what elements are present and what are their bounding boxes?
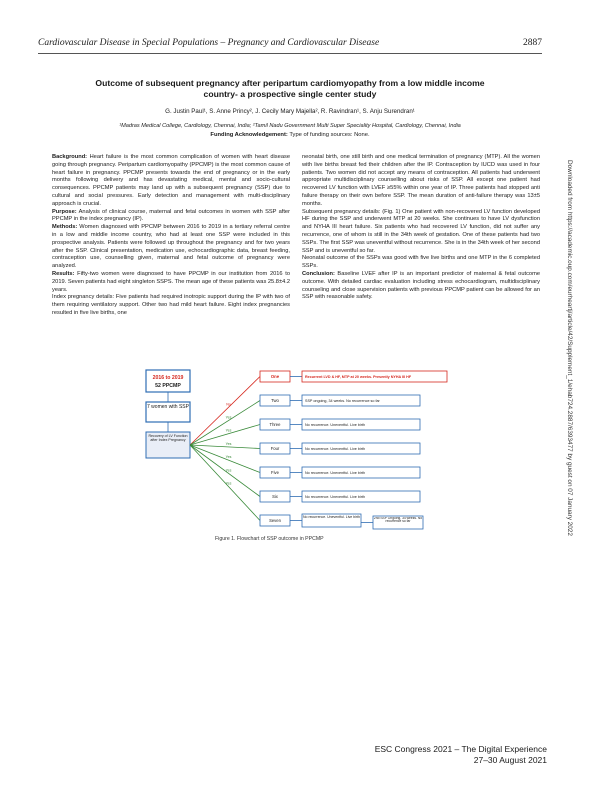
branch-label: Yes [225, 455, 232, 460]
author-list: G. Justin Paul¹, S. Anne Princy², J. Cecily Mary Majella², R. Ravindran¹, S. Anju Surendran¹ [165, 108, 415, 115]
branch-label: Yes [225, 428, 232, 433]
background-text: Heart failure is the most common complication of women with heart disease going through pregnancy. Peripartum cardiomyopathy (PPCMP) is the most common cause of heart failure in pregnancy. PPCMP presents towards the end of pregnancy or in the early months following delivery and has devastating medical, mental and socio-cultural consequences. PPCMP patients may land up with a subsequent pregnancy (SSP) due to cultural and social pressures. Early detection and management with multi-disciplinary approach is crucial. [52, 154, 290, 207]
branch-line [190, 401, 260, 446]
left-column [52, 154, 290, 318]
recovery-box-text [146, 434, 190, 458]
right-paragraph-1: neonatal birth, one still birth and one medical termination of pregnancy (MTP). All the women with live births breast fed their children after the IP. Contraception by IUCD was used in four patients. Two women did not accept any means of contraception. All patients had underwent appropriate multidisciplinary counselling about risks of SSP. All except one patient had recovered LV function with LVEF ≥55% within one year of IP. Three patients had stopped anti failure therapy on their own before SSP. The mean duration of anti-failure therapy was 13±5 months. [302, 154, 540, 207]
right-paragraph-3: Neonatal outcome of the SSPs was good with five live births and one MTP in the 6 completed SSPs. [302, 255, 540, 270]
period-label: 2016 to 2019 [152, 375, 184, 381]
purpose-paragraph [52, 209, 290, 225]
women-box-text [146, 404, 190, 422]
title-line-2: country- a prospective single center study [203, 89, 377, 99]
running-header [38, 38, 542, 48]
patient-label: Six [272, 494, 278, 500]
patient-label: Four [270, 446, 280, 452]
outcome-label: No recurrence. Uneventful. Live birth [305, 494, 366, 499]
funding-acknowledgement [60, 132, 520, 138]
women-label: 7 women with SSP [147, 404, 189, 410]
header-rule [38, 53, 542, 54]
branch-label: Yes [225, 481, 232, 486]
running-title: Cardiovascular Disease in Special Populations – Pregnancy and Cardiovascular Disease [38, 38, 380, 48]
branch-label: Yes [225, 468, 232, 473]
download-note: Downloaded from https://academic.oup.com/eurheartj/article/42/Supplement_1/ehab724.2887/6393477 by guest on 07 January 2022 [566, 160, 573, 536]
patient-label: One [270, 374, 280, 380]
outcome-label: SSP ongoing, 34 weeks. No recurrence so far [305, 398, 380, 403]
right-column [302, 154, 540, 302]
outcome-text [302, 515, 361, 528]
footer [375, 744, 547, 766]
recovery-label: Recovery of LV Function after Index Pregnancy [148, 434, 188, 443]
patient-label: Two [271, 398, 279, 404]
second-ssp-label: 2nd SSP Ongoing, 34 weeks. No recurrence so far [373, 516, 423, 524]
count-label: 52 PPCMP [155, 383, 181, 389]
patient-label: Seven [269, 518, 281, 524]
methods-label: Methods: [52, 224, 78, 231]
conclusion-paragraph [302, 271, 540, 302]
second-ssp-text [373, 517, 423, 530]
branch-label: No [226, 402, 231, 407]
results-label: Results: [52, 270, 75, 277]
results-paragraph [52, 271, 290, 294]
index-pregnancy-paragraph: Index pregnancy details: Five patients had required inotropic support during the IP with two of them requiring ventilatory support. Other two had mild heart failure. Eight index pregnancies resulted in five live births, one [52, 294, 290, 316]
conclusion-label: Conclusion: [302, 270, 335, 277]
conclusion-text: Baseline LVEF after IP is an important predictor of maternal & fetal outcome outcome. With detailed cardiac evaluation including stress echocardiogram, multidisciplinary counseling and close supervision patients with previous PPCMP patient can be allowed for an SSP with reasonable safety. [302, 270, 540, 301]
branch-label: Yes [225, 441, 232, 446]
outcome-label: No recurrence. Uneventful. Live birth [305, 446, 366, 451]
outcome-label: Recurrent LVD & HF, MTP at 20 weeks. Presently NYHA III HF [305, 374, 412, 379]
congress-dates: 27–30 August 2021 [473, 755, 547, 765]
purpose-text: Analysis of clinical course, maternal and fetal outcomes in women with SSP after PPCMP in the index pregnancy (IP). [52, 208, 290, 223]
figure-caption: Figure 1. Flowchart of SSP outcome in PPCMP [215, 536, 324, 542]
funding-text: Type of funding sources: None. [287, 132, 370, 138]
patient-label: Five [271, 470, 279, 476]
funding-label: Funding Acknowledgement: [210, 132, 288, 138]
ssp-flowchart [144, 368, 454, 538]
right-paragraph-2: Subsequent pregnancy details: (Fig. 1) One patient with non-recovered LV function developed HF during the SSP and underwent MTP at 20 weeks. She continues to have LV dysfunction and NYHA III heart failure. Six patients who had recovered LV function, did not suffer any recurrence, one of whom is still in the 34th week of gestation. One of these patients had two SSPs. The first SSP was uneventful without recurrence. She is in the 34th week of her second SSP and is uneventful so far. [302, 208, 540, 254]
patient-label: Three [269, 422, 281, 428]
article-title [70, 78, 510, 100]
page-number: 2887 [523, 38, 542, 48]
affiliations: ¹Madras Medical College, Cardiology, Chennai, India; ²Tamil Nadu Government Multi Super Speciality Hospital, Cardiology, Chennai, India [119, 123, 461, 129]
results-text: Fifty-two women were diagnosed to have PPCMP in our institution from 2016 to 2019. Seven patients had eight singleton SSPS. The mean age of these patients was 25.8±4.2 years. [52, 270, 290, 293]
purpose-label: Purpose: [52, 208, 77, 215]
outcome-label: No recurrence. Uneventful. Live birth [305, 422, 366, 427]
background-label: Background: [52, 154, 88, 160]
patient-branches [190, 371, 447, 528]
methods-text: Women diagnosed with PPCMP between 2016 to 2019 in a tertiary referral centre in a low and middle income country, who had at least one SSP were included in this prospective analysis. Patients were followed up throughout the pregnancy and for two years after the SSP. Clinical presentation, medication use, echocardiographic data, breast feeding, contraception use, counselling given, maternal and fetal outcome of pregnancy were analyzed. [52, 224, 290, 270]
congress-name: ESC Congress 2021 – The Digital Experience [374, 744, 547, 754]
outcome-label: No recurrence. Uneventful. Live birth [303, 514, 360, 519]
branch-label: Yes [225, 415, 232, 420]
title-line-1: Outcome of subsequent pregnancy after peripartum cardiomyopathy from a low middle income [95, 78, 485, 88]
outcome-label: No recurrence. Uneventful. Live birth [305, 470, 366, 475]
background-paragraph [52, 154, 290, 209]
download-sidebar [563, 160, 575, 720]
methods-paragraph [52, 224, 290, 271]
